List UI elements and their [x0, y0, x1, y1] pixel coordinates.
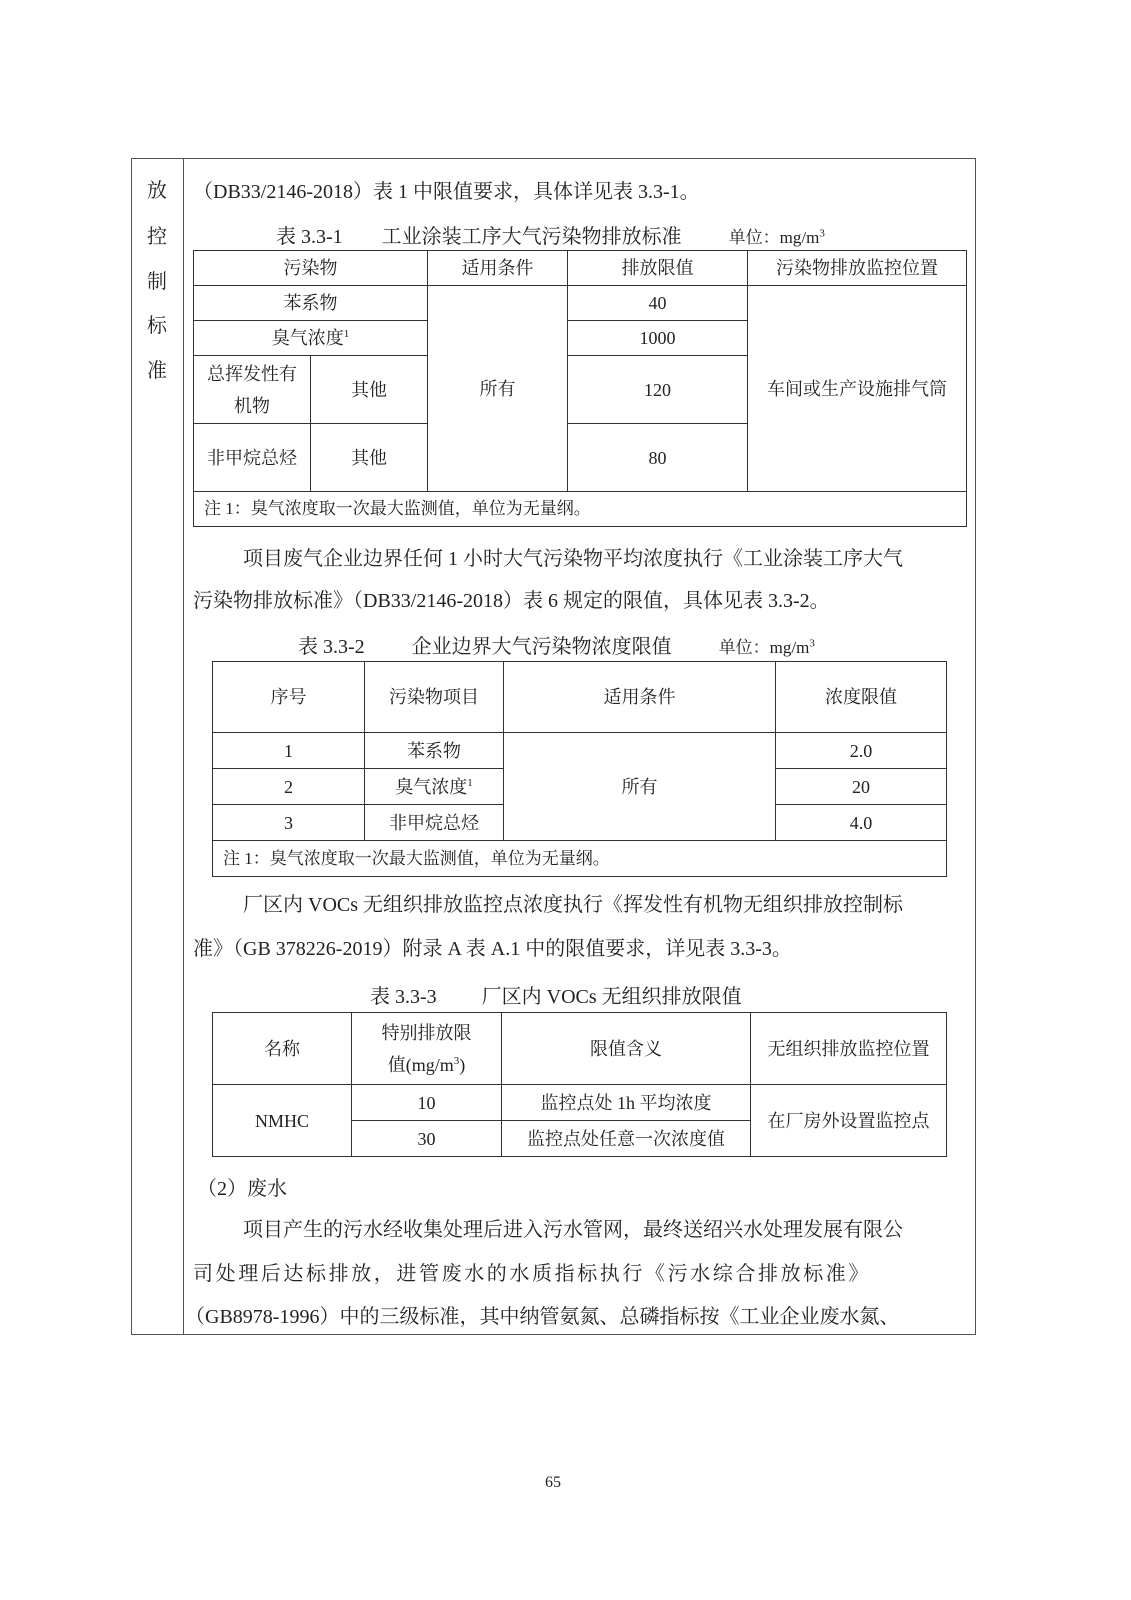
- caption-number: 表 3.3-3: [370, 986, 437, 1008]
- location-cell: 车间或生产设施排气筒: [748, 286, 967, 492]
- table-caption: [370, 980, 742, 1009]
- table-3-3-2: [212, 661, 947, 877]
- condition-cell: 所有: [428, 286, 568, 492]
- number-cell: 2: [213, 769, 365, 805]
- header-cell: 名称: [213, 1013, 352, 1085]
- pollutant-cell: 非甲烷总烃: [194, 424, 311, 492]
- paragraph: （DB33/2146-2018）表 1 中限值要求，具体详见表 3.3-1。: [193, 181, 700, 203]
- caption-number: 表 3.3-1: [276, 226, 343, 248]
- table-3-3-1: [193, 250, 967, 527]
- number-cell: 1: [213, 733, 365, 769]
- side-char: 标: [147, 315, 167, 337]
- value-cell: 40: [568, 286, 748, 321]
- paragraph: 项目产生的污水经收集处理后进入污水管网，最终送绍兴水处理发展有限公: [243, 1219, 903, 1241]
- value-cell: 120: [568, 356, 748, 424]
- table-3-3-3: [212, 1012, 947, 1157]
- pollutant-cell: 臭气浓度$^1$: [365, 769, 504, 805]
- header-cell: 序号: [213, 662, 365, 733]
- caption-unit: 单位：$mg/m^3$: [718, 637, 815, 657]
- paragraph: 污染物排放标准》（DB33/2146-2018）表 6 规定的限值，具体见表 3.3-2。: [193, 590, 830, 612]
- header-cell: 污染物项目: [365, 662, 504, 733]
- meaning-cell: 监控点处 1h 平均浓度: [502, 1085, 751, 1121]
- location-cell: 在厂房外设置监控点: [751, 1085, 947, 1157]
- number-cell: 3: [213, 805, 365, 841]
- paragraph: 准》（GB 378226-2019）附录 A 表 A.1 中的限值要求，详见表 3.3-3。: [193, 938, 792, 960]
- column-divider: [183, 158, 184, 1335]
- header-cell: 适用条件: [504, 662, 776, 733]
- paragraph: （GB8978-1996）中的三级标准，其中纳管氨氮、总磷指标按《工业企业废水氮、: [185, 1306, 900, 1328]
- caption-title: 厂区内 VOCs 无组织排放限值: [481, 986, 742, 1008]
- pollutant-cell: 非甲烷总烃: [365, 805, 504, 841]
- value-cell: 20: [776, 769, 947, 805]
- value-cell: 80: [568, 424, 748, 492]
- pollutant-cell: 苯系物: [365, 733, 504, 769]
- table-caption: [298, 630, 815, 659]
- caption-number: 表 3.3-2: [298, 636, 365, 658]
- table-caption: [276, 220, 825, 249]
- value-cell: 2.0: [776, 733, 947, 769]
- value-cell: 4.0: [776, 805, 947, 841]
- side-char: 制: [147, 271, 167, 293]
- limit-cell: 30: [352, 1121, 502, 1157]
- header-cell: 污染物: [194, 251, 428, 286]
- limit-cell: 10: [352, 1085, 502, 1121]
- pollutant-cell: 苯系物: [194, 286, 428, 321]
- side-char: 控: [147, 226, 167, 248]
- header-cell: 限值含义: [502, 1013, 751, 1085]
- pollutant-sub-cell: 其他: [311, 424, 428, 492]
- pollutant-sub-cell: 其他: [311, 356, 428, 424]
- pollutant-cell: 总挥发性有机物: [194, 356, 311, 424]
- table-note: 注 1：臭气浓度取一次最大监测值，单位为无量纲。: [194, 492, 967, 527]
- section-heading: （2）废水: [197, 1178, 287, 1200]
- paragraph: 厂区内 VOCs 无组织排放监控点浓度执行《挥发性有机物无组织排放控制标: [243, 894, 904, 916]
- caption-title: 工业涂装工序大气污染物排放标准: [381, 226, 682, 248]
- meaning-cell: 监控点处任意一次浓度值: [502, 1121, 751, 1157]
- caption-title: 企业边界大气污染物浓度限值: [411, 636, 672, 658]
- header-cell: 适用条件: [428, 251, 568, 286]
- header-cell: 特别排放限 值$(mg/m^3)$: [352, 1013, 502, 1085]
- header-cell: 污染物排放监控位置: [748, 251, 967, 286]
- side-char: 准: [147, 360, 167, 382]
- header-cell: 排放限值: [568, 251, 748, 286]
- header-cell: 无组织排放监控位置: [751, 1013, 947, 1085]
- paragraph: 项目废气企业边界任何 1 小时大气污染物平均浓度执行《工业涂装工序大气: [243, 548, 903, 570]
- page-number: 65: [545, 1474, 561, 1491]
- value-cell: 1000: [568, 321, 748, 356]
- pollutant-cell: 臭气浓度$^1$: [194, 321, 428, 356]
- condition-cell: 所有: [504, 733, 776, 841]
- paragraph: 司处理后达标排放，进管废水的水质指标执行《污水综合排放标准》: [193, 1263, 871, 1285]
- side-char: 放: [147, 180, 167, 202]
- table-note: 注 1：臭气浓度取一次最大监测值，单位为无量纲。: [213, 841, 947, 877]
- caption-unit: 单位：$mg/m^3$: [728, 227, 825, 247]
- name-cell: NMHC: [213, 1085, 352, 1157]
- header-cell: 浓度限值: [776, 662, 947, 733]
